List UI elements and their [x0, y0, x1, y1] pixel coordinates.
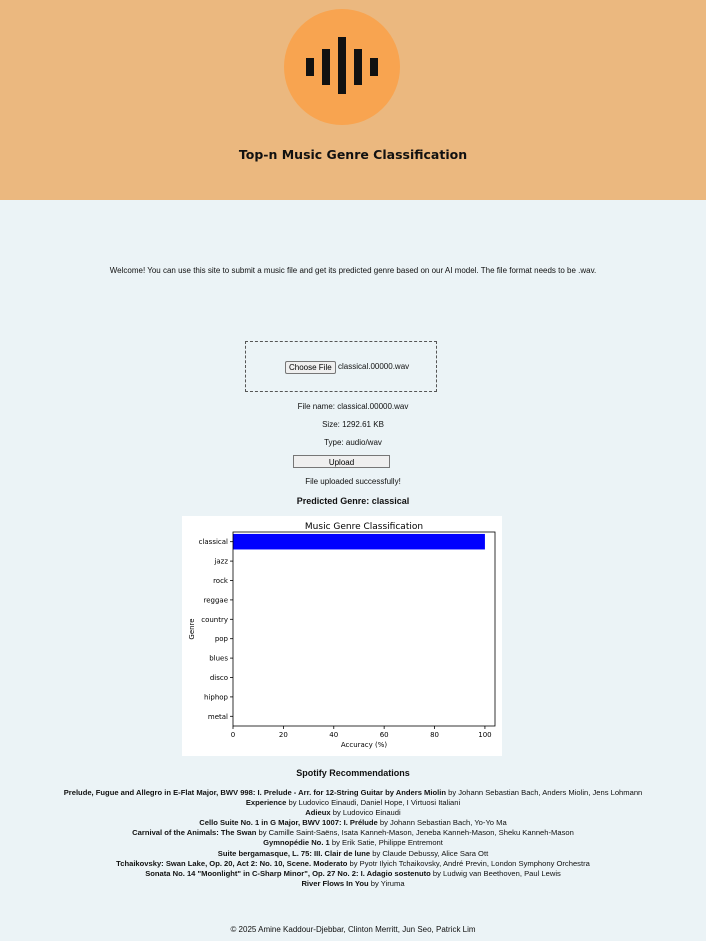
recommendation-item [0, 828, 706, 838]
recommendation-artists: by Ludovico Einaudi [330, 808, 401, 818]
x-tick-label: 0 [230, 731, 236, 739]
plot-frame [233, 532, 495, 726]
y-tick-label: blues [209, 654, 228, 663]
recommendation-item [0, 849, 706, 859]
recommendation-item [0, 788, 706, 798]
x-tick-label: 60 [379, 731, 389, 739]
choose-file-button[interactable]: Choose File [285, 361, 336, 374]
x-tick-label: 80 [430, 731, 439, 739]
y-tick-label: hiphop [204, 693, 228, 702]
recommendation-track: Sonata No. 14 "Moonlight" in C-Sharp Minor", Op. 27 No. 2: I. Adagio sostenuto [145, 868, 431, 878]
x-tick-label: 40 [329, 731, 339, 739]
y-tick-label: classical [198, 538, 228, 547]
recommendation-track: Prelude, Fugue and Allegro in E-Flat Major, BWV 998: I. Prelude - Arr. for 12-String Guitar by Anders Miolin [63, 788, 446, 797]
bar-classical [233, 534, 485, 550]
recommendation-track: River Flows In You [301, 878, 369, 888]
page-title: Top-n Music Genre Classification [238, 147, 468, 162]
recommendation-track: Gymnopédie No. 1 [263, 838, 330, 848]
recommendation-item [0, 879, 706, 889]
recommendation-artists: by Johann Sebastian Bach, Yo-Yo Ma [377, 818, 507, 828]
y-tick-label: pop [214, 635, 228, 644]
genre-chart [182, 516, 502, 756]
recommendation-item [0, 808, 706, 818]
chart-title: Music Genre Classification [304, 522, 424, 532]
welcome-text: Welcome! You can use this site to submit a music file and get its predicted genre based on our AI model. The file format needs to be .wav. [109, 266, 597, 275]
recommendation-track: Carnival of the Animals: The Swan [132, 828, 257, 838]
y-tick-label: jazz [214, 557, 228, 566]
recommendation-artists: by Erik Satie, Philippe Entremont [329, 838, 443, 848]
y-tick-label: disco [209, 674, 228, 682]
y-tick-label: metal [207, 712, 228, 721]
file-size-info: Size: 1292.61 KB [322, 420, 384, 429]
soundwave-bar [306, 58, 314, 76]
recommendation-track: Suite bergamasque, L. 75: III. Clair de lune [217, 848, 371, 858]
recommendation-track: Tchaikovsky: Swan Lake, Op. 20, Act 2: No. 10, Scene. Moderato [116, 858, 348, 868]
y-tick-label: country [201, 615, 228, 624]
y-tick-label: reggae [203, 596, 228, 605]
recommendation-item [0, 859, 706, 869]
file-name-info: File name: classical.00000.wav [297, 402, 409, 411]
footer-credits: © 2025 Amine Kaddour-Djebbar, Clinton Merritt, Jun Seo, Patrick Lim [230, 925, 476, 934]
recommendation-track: Adieux [305, 808, 331, 818]
soundwave-bar [322, 49, 330, 85]
recommendation-artists: by Yiruma [368, 878, 405, 888]
soundwave-icon [284, 9, 400, 125]
recommendation-item [0, 818, 706, 828]
y-axis-label: Genre [188, 618, 196, 640]
chosen-file-name: classical.00000.wav [338, 362, 410, 371]
x-axis-label: Accuracy (%) [340, 741, 388, 749]
recommendation-artists: by Ludwig van Beethoven, Paul Lewis [430, 868, 561, 878]
x-tick-label: 20 [278, 731, 288, 739]
recommendation-item [0, 838, 706, 848]
file-type-info: Type: audio/wav [324, 438, 382, 447]
recommendation-artists: by Camille Saint-Saëns, Isata Kanneh-Mason, Jeneba Kanneh-Mason, Sheku Kanneh-Mason [256, 828, 574, 838]
recommendation-artists: by Johann Sebastian Bach, Anders Miolin, Jens Lohmann [445, 788, 643, 797]
spotify-title: Spotify Recommendations [296, 768, 410, 778]
recommendation-artists: by Pyotr Ilyich Tchaikovsky, André Previn, London Symphony Orchestra [347, 858, 590, 868]
file-dropzone[interactable] [245, 341, 437, 392]
x-tick-label: 100 [478, 731, 492, 739]
soundwave-bar [370, 58, 378, 76]
recommendation-track: Experience [245, 798, 287, 808]
recommendation-artists: by Claude Debussy, Alice Sara Ott [370, 848, 489, 858]
recommendation-artists: by Ludovico Einaudi, Daniel Hope, I Virtuosi Italiani [286, 798, 461, 808]
upload-button[interactable]: Upload [293, 455, 390, 468]
y-tick-label: rock [213, 577, 228, 585]
upload-status: File uploaded successfully! [305, 477, 401, 486]
predicted-genre: Predicted Genre: classical [296, 496, 410, 506]
genre-chart-svg [182, 516, 502, 756]
page-header [0, 0, 706, 200]
recommendation-track: Cello Suite No. 1 in G Major, BWV 1007: I. Prélude [199, 818, 378, 828]
recommendation-list [0, 788, 706, 889]
soundwave-bar [338, 37, 346, 94]
recommendation-item [0, 869, 706, 879]
recommendation-item [0, 798, 706, 808]
soundwave-bar [354, 49, 362, 85]
